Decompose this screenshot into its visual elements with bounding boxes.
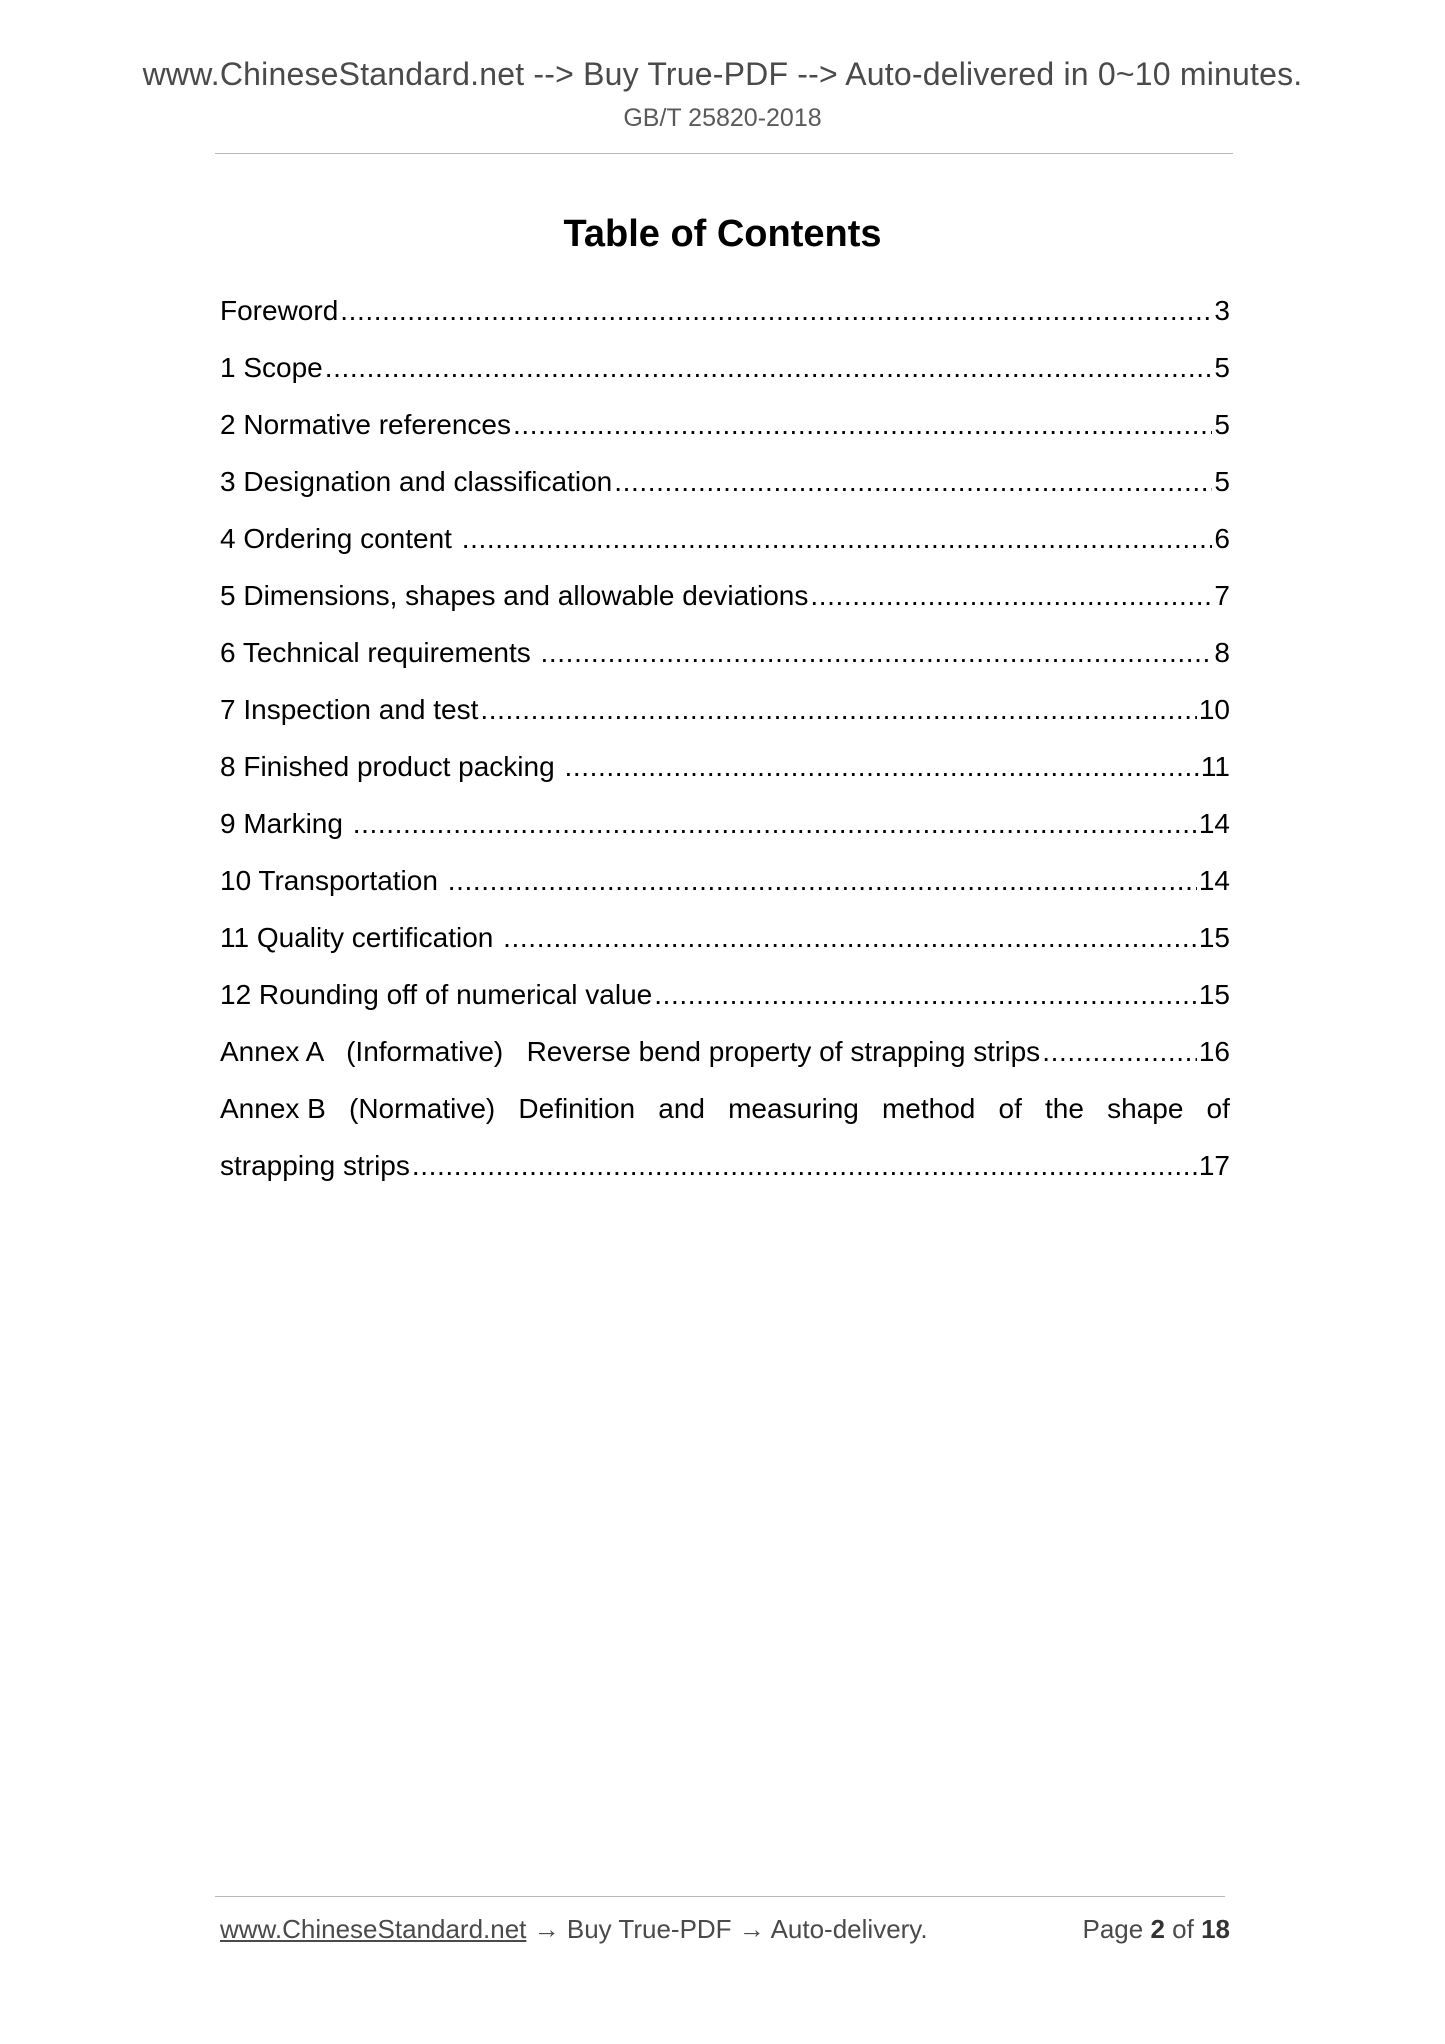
standard-id: GB/T 25820-2018: [623, 104, 822, 132]
toc-entry-page: 14: [1198, 865, 1230, 896]
toc-leader-dots: [480, 681, 1196, 738]
footer-banner-text: → Buy True-PDF → Auto-delivery.: [526, 1914, 928, 1944]
toc-leader-dots: [353, 795, 1197, 852]
toc-word: measuring: [728, 1093, 859, 1124]
toc-entry-label: 10 Transportation: [220, 865, 446, 896]
toc-entry-label: 11 Quality certification: [220, 922, 502, 953]
toc-entry-label: 8 Finished product packing: [220, 751, 563, 782]
toc-entry[interactable]: [220, 282, 1230, 339]
toc-word: shape: [1107, 1093, 1184, 1124]
toc-entry[interactable]: [220, 738, 1230, 795]
toc-entry-page: 15: [1198, 979, 1230, 1010]
header-banner: www.ChineseStandard.net --> Buy True-PDF --> Auto-delivered in 0~10 minutes.: [142, 56, 1303, 92]
toc-word: of: [1206, 1093, 1230, 1124]
toc-entry-label: 12 Rounding off of numerical value: [220, 979, 653, 1010]
page-total: 18: [1201, 1914, 1230, 1944]
toc-entry[interactable]: [220, 396, 1230, 453]
toc-entry-page: 16: [1198, 1036, 1230, 1067]
header-divider: [215, 153, 1233, 154]
page-word: Page: [1082, 1914, 1144, 1944]
toc-entry-page: 6: [1214, 523, 1230, 554]
table-of-contents: [220, 282, 1230, 1194]
toc-entry[interactable]: [220, 339, 1230, 396]
toc-leader-dots: [503, 909, 1197, 966]
toc-entry[interactable]: [220, 795, 1230, 852]
toc-entry[interactable]: [220, 510, 1230, 567]
toc-leader-dots: [1042, 1023, 1197, 1080]
toc-leader-dots: [654, 966, 1197, 1023]
toc-entry-label: 6 Technical requirements: [220, 637, 539, 668]
toc-leader-dots: [325, 339, 1213, 396]
toc-leader-dots: [448, 852, 1197, 909]
toc-entry-page: 10: [1198, 694, 1230, 725]
toc-entry-label: 9 Marking: [220, 808, 351, 839]
toc-entry-label: 1 Scope: [220, 352, 323, 383]
toc-word: the: [1045, 1093, 1084, 1124]
toc-leader-dots: [462, 510, 1213, 567]
toc-leader-dots: [513, 396, 1212, 453]
toc-entry-page: 5: [1214, 409, 1230, 440]
toc-entry-page: 5: [1214, 466, 1230, 497]
toc-word: method: [881, 1093, 976, 1124]
toc-leader-dots: [340, 282, 1212, 339]
toc-leader-dots: [564, 738, 1198, 795]
toc-word: (Normative): [349, 1093, 496, 1124]
toc-entry-page: 11: [1200, 751, 1230, 782]
toc-entry-label: 7 Inspection and test: [220, 694, 479, 725]
toc-entry[interactable]: [220, 852, 1230, 909]
toc-entry[interactable]: [220, 453, 1230, 510]
toc-entry[interactable]: [220, 681, 1230, 738]
footer-divider: [215, 1896, 1225, 1897]
toc-entry[interactable]: [220, 567, 1230, 624]
toc-word: of: [998, 1093, 1022, 1124]
toc-word: and: [658, 1093, 705, 1124]
of-word: of: [1172, 1914, 1194, 1944]
toc-entry-label: Annex A (Informative) Reverse bend property of strapping strips: [220, 1036, 1041, 1067]
toc-entry-label: 2 Normative references: [220, 409, 512, 440]
footer-banner: [220, 1914, 928, 1945]
toc-entry[interactable]: [220, 624, 1230, 681]
toc-entry-page: 5: [1214, 352, 1230, 383]
toc-entry-page: 7: [1214, 580, 1230, 611]
toc-entry-label: 5 Dimensions, shapes and allowable deviations: [220, 580, 809, 611]
toc-entry[interactable]: [220, 1023, 1230, 1080]
toc-word: Definition: [518, 1093, 636, 1124]
toc-entry-label: 4 Ordering content: [220, 523, 460, 554]
footer-site-link[interactable]: www.ChineseStandard.net: [220, 1914, 527, 1944]
page-current: 2: [1150, 1914, 1165, 1944]
toc-entry-page: 15: [1198, 922, 1230, 953]
toc-entry[interactable]: [220, 966, 1230, 1023]
toc-entry-page: 17: [1198, 1150, 1230, 1181]
page-title: Table of Contents: [563, 213, 882, 255]
toc-leader-dots: [614, 453, 1212, 510]
toc-entry-page: 14: [1198, 808, 1230, 839]
toc-leader-dots: [810, 567, 1212, 624]
toc-entry-label: strapping strips: [220, 1150, 410, 1181]
toc-entry-page: 3: [1214, 295, 1230, 326]
toc-entry-annex-b-line1[interactable]: [220, 1080, 1230, 1137]
toc-entry-label: 3 Designation and classification: [220, 466, 613, 497]
toc-entry[interactable]: [220, 909, 1230, 966]
toc-word: Annex B: [220, 1093, 326, 1124]
page-footer: [220, 1914, 1230, 1945]
toc-entry-label: Foreword: [220, 295, 339, 326]
toc-entry-page: 8: [1214, 637, 1230, 668]
toc-leader-dots: [412, 1137, 1197, 1194]
page-number: [1082, 1914, 1230, 1945]
toc-leader-dots: [541, 624, 1213, 681]
toc-entry-annex-b-line2[interactable]: [220, 1137, 1230, 1194]
